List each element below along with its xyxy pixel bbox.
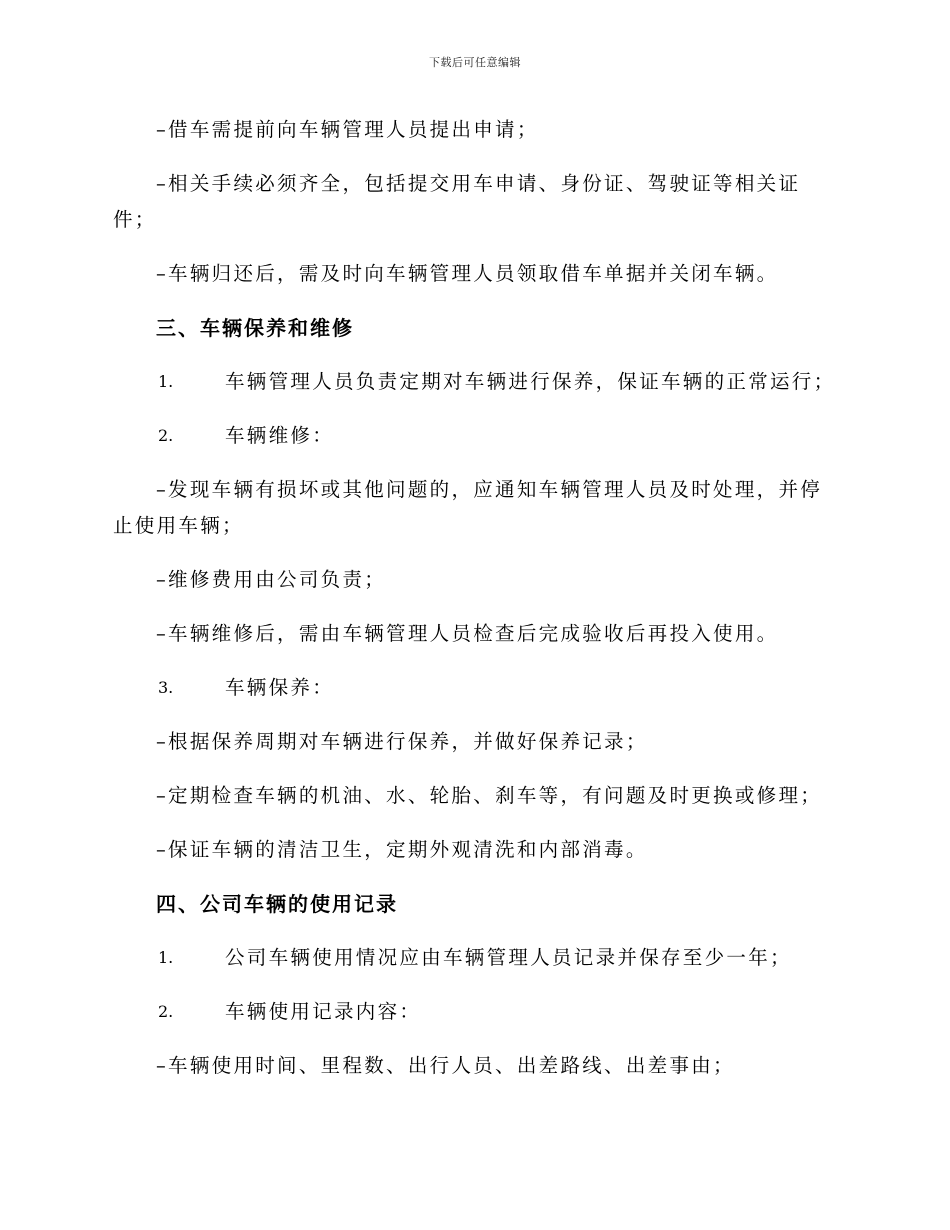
item-number: 3. bbox=[158, 678, 174, 697]
paragraph: –保证车辆的清洁卫生，定期外观清洗和内部消毒。 bbox=[156, 838, 648, 861]
paragraph: –车辆维修后，需由车辆管理人员检查后完成验收后再投入使用。 bbox=[156, 622, 779, 645]
item-text: 车辆管理人员负责定期对车辆进行保养，保证车辆的正常运行； bbox=[225, 370, 836, 393]
numbered-item bbox=[113, 364, 836, 400]
item-text: 车辆使用记录内容： bbox=[225, 1000, 422, 1023]
section-heading: 四、公司车辆的使用记录 bbox=[156, 892, 398, 916]
paragraph: –相关手续必须齐全，包括提交用车申请、身份证、驾驶证等相关证件； bbox=[113, 172, 801, 231]
numbered-item bbox=[113, 994, 825, 1030]
numbered-item bbox=[113, 418, 825, 454]
item-text: 公司车辆使用情况应由车辆管理人员记录并保存至少一年； bbox=[225, 946, 792, 969]
numbered-item bbox=[113, 940, 825, 976]
numbered-item bbox=[113, 670, 825, 706]
item-text: 车辆维修： bbox=[225, 424, 335, 447]
item-number: 2. bbox=[158, 426, 174, 445]
paragraph: –根据保养周期对车辆进行保养，并做好保养记录； bbox=[156, 730, 648, 753]
document-body bbox=[113, 112, 836, 1102]
item-number: 2. bbox=[158, 1002, 174, 1021]
paragraph: –车辆归还后，需及时向车辆管理人员领取借车单据并关闭车辆。 bbox=[156, 262, 779, 285]
paragraph: –定期检查车辆的机油、水、轮胎、刹车等，有问题及时更换或修理； bbox=[156, 784, 823, 807]
section-heading: 三、车辆保养和维修 bbox=[156, 316, 354, 340]
item-text: 车辆保养： bbox=[225, 676, 335, 699]
item-number: 1. bbox=[158, 372, 174, 391]
paragraph: –维修费用由公司负责； bbox=[156, 568, 387, 591]
page-header: 下载后可任意编辑 bbox=[429, 56, 521, 69]
paragraph: –发现车辆有损坏或其他问题的，应通知车辆管理人员及时处理，并停止使用车辆； bbox=[113, 478, 823, 537]
paragraph: –车辆使用时间、里程数、出行人员、出差路线、出差事由； bbox=[156, 1054, 735, 1077]
item-number: 1. bbox=[158, 948, 174, 967]
paragraph: –借车需提前向车辆管理人员提出申请； bbox=[156, 118, 539, 141]
